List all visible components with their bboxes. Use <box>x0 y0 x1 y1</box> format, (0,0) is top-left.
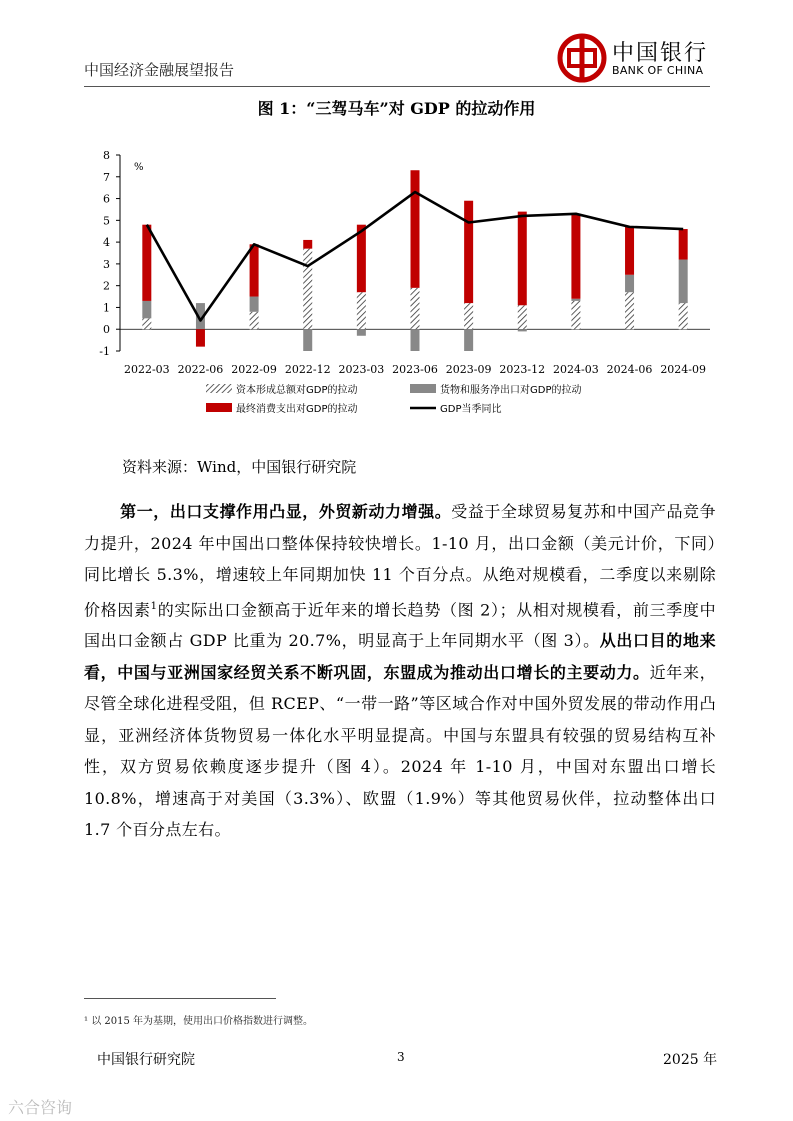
bar-segment <box>250 244 259 296</box>
logo-chinese-name: 中国银行 <box>612 41 709 66</box>
x-tick-label: 2024-09 <box>660 363 707 376</box>
bar-segment <box>357 329 366 336</box>
x-tick-label: 2022-09 <box>231 363 277 376</box>
x-tick-label: 2023-03 <box>338 363 385 376</box>
x-tick-label: 2022-12 <box>284 363 331 376</box>
bar-segment <box>250 312 259 329</box>
y-unit-label: % <box>134 161 144 173</box>
bold-key-sentence: 从出口目的地来看，中国与亚洲国家经贸关系不断巩固，东盟成为推动出口增长的主要动力。 <box>84 631 716 682</box>
bar-segment <box>303 329 312 351</box>
report-title: 中国经济金融展望报告 <box>84 61 235 79</box>
bar-segment <box>250 297 259 312</box>
y-tick-label: 4 <box>103 236 110 250</box>
bar-segment <box>625 292 634 329</box>
bar-segment <box>625 227 634 275</box>
x-tick-label: 2022-06 <box>177 363 224 376</box>
paragraph-text: 受益于全球贸易复苏和中国产品竞争力提升，2024 年中国出口整体保持较快增长。1-10 月，出口金额（美元计价，下同）同比增长 5.3%，增速较上年同期加快 11 个百分点。从绝对规模看，二季度以来剔除价格因素 <box>84 502 716 619</box>
legend-swatch <box>206 384 232 393</box>
watermark: 六合咨询 <box>8 1098 73 1117</box>
bar-segment <box>518 212 527 306</box>
bold-lead-sentence: 第一，出口支撑作用凸显，外贸新动力增强。 <box>120 502 452 521</box>
footnote-ref: 1 <box>150 600 158 612</box>
y-tick-label: 1 <box>103 301 110 315</box>
y-tick-label: 3 <box>103 257 110 271</box>
page-number: 3 <box>397 1050 405 1064</box>
bar-segment <box>679 260 688 304</box>
legend-label: 货物和服务净出口对GDP的拉动 <box>440 385 582 396</box>
bar-segment <box>411 329 420 351</box>
x-tick-label: 2023-06 <box>392 363 438 376</box>
body-paragraph <box>84 496 716 846</box>
y-tick-label: 0 <box>103 323 110 337</box>
footer-institute: 中国银行研究院 <box>97 1052 195 1068</box>
bar-segment <box>196 329 205 346</box>
paragraph-text: 近年来，尽管全球化进程受阻，但 RCEP、“一带一路”等区域合作对中国外贸发展的带动作用凸显，亚洲经济体货物贸易一体化水平明显提高。中国与东盟具有较强的贸易结构互补性，双方贸易依赖度逐步提升（图 4）。2024 年 1-10 月，中国对东盟出口增长 10.8%，增速高于对美国（3.3%）、欧盟（1.9%）等其他贸易伙伴，拉动整体出口 1.7 个百分点左右。 <box>84 662 716 840</box>
bar-segment <box>518 305 527 329</box>
x-tick-label: 2024-03 <box>553 363 599 376</box>
legend-label: 资本形成总额对GDP的拉动 <box>236 385 358 396</box>
bar-segment <box>679 303 688 329</box>
bar-segment <box>518 329 527 331</box>
footnote-divider <box>84 998 276 999</box>
logo-english-name: BANK OF CHINA <box>612 64 704 77</box>
paragraph-text: 的实际出口金额高于近年来的增长趋势（图 2）；从相对规模看，前三季度中国出口金额占 GDP 比重为 20.7%，明显高于上年同期水平（图 3）。 <box>84 599 716 651</box>
bank-of-china-logo-icon <box>556 32 608 84</box>
header-divider <box>84 86 710 87</box>
bar-segment <box>571 214 580 299</box>
gdp-contribution-chart <box>84 140 724 430</box>
bar-segment <box>679 229 688 259</box>
y-tick-label: 5 <box>103 214 110 228</box>
legend-label: GDP当季同比 <box>440 404 502 415</box>
figure-title: 图 1：“三驾马车”对 GDP 的拉动作用 <box>257 99 536 118</box>
bar-segment <box>142 301 151 318</box>
y-tick-label: 7 <box>103 170 110 184</box>
y-tick-label: 6 <box>103 192 110 206</box>
footer-year: 2025 年 <box>663 1052 718 1068</box>
bar-segment <box>464 303 473 329</box>
bar-segment <box>411 170 420 288</box>
bar-segment <box>464 329 473 351</box>
y-tick-label: 2 <box>103 279 110 293</box>
bar-segment <box>357 292 366 329</box>
bar-segment <box>303 249 312 330</box>
y-tick-label: -1 <box>99 345 110 358</box>
y-tick-label: 8 <box>103 149 110 162</box>
x-tick-label: 2023-09 <box>445 363 492 376</box>
legend-swatch <box>410 384 436 393</box>
figure-source: 资料来源：Wind，中国银行研究院 <box>122 458 357 476</box>
bar-segment <box>411 288 420 329</box>
x-tick-label: 2023-12 <box>499 363 546 376</box>
bar-segment <box>571 299 580 301</box>
legend-label: 最终消费支出对GDP的拉动 <box>236 404 358 415</box>
x-tick-label: 2024-06 <box>606 363 653 376</box>
bar-segment <box>625 275 634 292</box>
bar-segment <box>464 201 473 303</box>
footnote: ¹ 以 2015 年为基期，使用出口价格指数进行调整。 <box>84 1016 313 1027</box>
bar-segment <box>571 301 580 329</box>
bar-segment <box>303 240 312 249</box>
x-tick-label: 2022-03 <box>123 363 170 376</box>
bar-segment <box>142 225 151 301</box>
bar-segment <box>142 318 151 329</box>
legend-swatch <box>206 403 232 412</box>
